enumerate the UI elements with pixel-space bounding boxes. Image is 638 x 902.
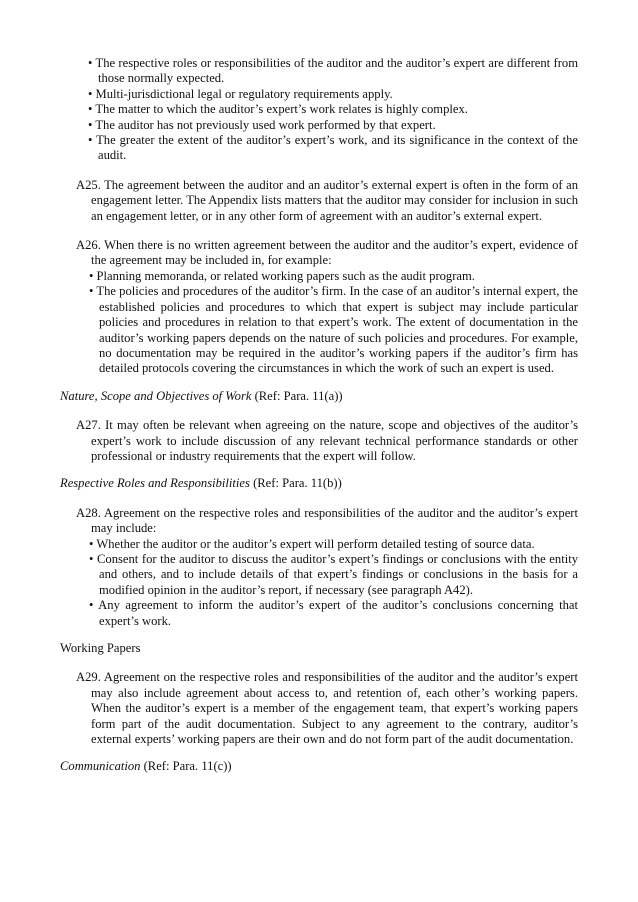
section-heading-working-papers: Working Papers [60,641,141,655]
top-bullet-list [0,56,638,164]
section-heading-ref: (Ref: Para. 11(c)) [140,759,232,774]
section-heading-title: Nature, Scope and Objectives of Work [60,388,252,403]
paragraph-a28-intro: A28. Agreement on the respective roles and responsibilities of the auditor and the auditor’s expert may include: [76,505,578,536]
list-item: • Consent for the auditor to discuss the auditor’s expert’s findings or conclusions with the entity and others, and to include details of that expert’s findings or conclusions in the basis for a modified opinion in the auditor’s report, if necessary (see paragraph A42). [89,551,578,597]
document-page [0,56,638,775]
paragraph-a26 [0,238,638,377]
list-item: • Whether the auditor or the auditor’s expert will perform detailed testing of source data. [89,536,535,551]
list-item: • The policies and procedures of the auditor’s firm. In the case of an auditor’s internal expert, the established policies and procedures to which that expert is subject may include particular policies and procedures in relation to that expert’s work. The extent of documentation in the auditor’s working papers depends on the nature of such policies and procedures. For example, no documentation may be required in the auditor’s working papers if the auditor’s firm has detailed protocols covering the circumstances in which the work of such an expert is used. [89,284,578,376]
list-item: • The respective roles or responsibilities of the auditor and the auditor’s expert are different from those normally expected. [88,56,578,86]
list-item: • Any agreement to inform the auditor’s expert of the auditor’s conclusions concerning that expert’s work. [89,598,578,628]
section-heading-title: Respective Roles and Responsibilities [60,476,250,491]
paragraph-a27: A27. It may often be relevant when agreeing on the nature, scope and objectives of the auditor’s expert’s work to include discussion of any relevant technical performance standards or other professional or industry requirements that the expert will follow. [76,418,578,463]
section-heading-ref: (Ref: Para. 11(a)) [251,388,343,403]
section-heading-title: Communication [60,759,141,774]
paragraph-a29: A29. Agreement on the respective roles and responsibilities of the auditor and the auditor’s expert may also include agreement about access to, and retention of, each other’s working papers. When the auditor’s expert is a member of the engagement team, that expert’s working papers form part of the audit documentation. Subject to any agreement to the contrary, auditor’s external experts’ working papers are their own and do not form part of the audit documentation. [76,670,578,747]
list-item: • The auditor has not previously used work performed by that expert. [88,117,436,132]
section-heading-nature [60,389,578,404]
section-heading-ref: (Ref: Para. 11(b)) [249,476,342,491]
paragraph-a28 [0,506,638,629]
list-item: • Planning memoranda, or related working papers such as the audit program. [89,268,475,283]
list-item: • The greater the extent of the auditor’s expert’s work, and its significance in the context of the audit. [88,133,578,163]
section-heading-roles [60,476,578,491]
paragraph-a26-intro: A26. When there is no written agreement between the auditor and the auditor’s expert, evidence of the agreement may be included in, for example: [76,238,578,268]
section-heading-communication [60,759,578,774]
list-item: • Multi-jurisdictional legal or regulatory requirements apply. [88,86,393,101]
list-item: • The matter to which the auditor’s expert’s work relates is highly complex. [88,102,468,117]
paragraph-a25: A25. The agreement between the auditor and an auditor’s external expert is often in the form of an engagement letter. The Appendix lists matters that the auditor may consider for inclusion in such an engagement letter, or in any other form of agreement with an auditor’s external expert. [76,177,578,223]
